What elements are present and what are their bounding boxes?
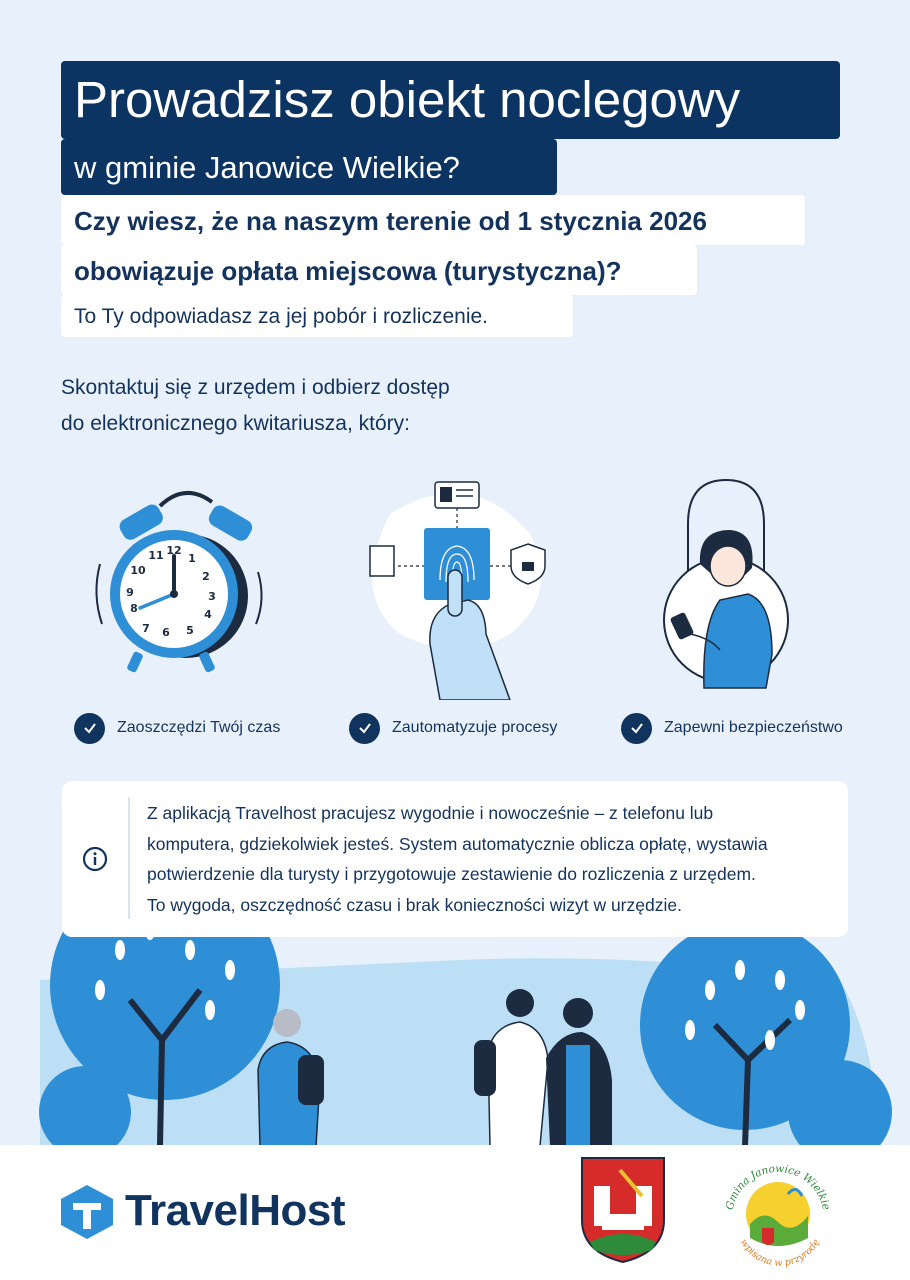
padlock-icon [660, 474, 790, 692]
feature-label: Zaoszczędzi Twój czas [117, 719, 281, 736]
svg-text:8: 8 [130, 602, 138, 615]
lead-line-1: Skontaktuj się z urzędem i odbierz dostęp [61, 376, 450, 399]
headline-line-3: Czy wiesz, że na naszym terenie od 1 stycznia 2026 [61, 195, 805, 245]
coat-of-arms-icon [580, 1156, 666, 1264]
info-line-4: To wygoda, oszczędność czasu i brak konieczności wizyt w urzędzie. [147, 894, 682, 915]
svg-text:1: 1 [188, 552, 196, 565]
feature-save-time [74, 712, 280, 744]
svg-text:11: 11 [148, 549, 164, 562]
svg-text:4: 4 [204, 608, 212, 621]
gmina-logo-text-bottom: wpisana w przyrodę [737, 1237, 823, 1269]
lead-line-2: do elektronicznego kwitariusza, który: [61, 412, 410, 435]
info-icon [82, 846, 108, 872]
brand-name: TravelHost [125, 1186, 345, 1235]
svg-text:7: 7 [142, 622, 150, 635]
check-icon [74, 713, 105, 744]
info-line-2: komputera, gdziekolwiek jesteś. System automatycznie oblicza opłatę, wystawia [147, 833, 768, 854]
info-text [147, 798, 842, 920]
feature-label: Zapewni bezpieczeństwo [664, 719, 843, 736]
info-line-3: potwierdzenie dla turysty i przygotowuje zestawienie do rozliczenia z urzędem. [147, 864, 756, 884]
svg-text:5: 5 [186, 624, 194, 637]
svg-text:6: 6 [162, 626, 170, 639]
headline-line-2: w gminie Janowice Wielkie? [61, 139, 557, 195]
info-line-1: Z aplikacją Travelhost pracujesz wygodnie i nowocześnie – z telefonu lub [147, 803, 714, 823]
svg-text:12: 12 [166, 544, 182, 557]
headline-line-4: obowiązuje opłata miejscowa (turystyczna)? [61, 245, 697, 295]
gmina-logo-icon [718, 1154, 838, 1270]
alarm-clock-icon [90, 484, 270, 684]
feature-security [621, 712, 843, 744]
headline-line-1: Prowadzisz obiekt noclegowy [61, 61, 840, 139]
lead-text [61, 370, 601, 442]
headline-line-5: To Ty odpowiadasz za jej pobór i rozliczenie. [61, 295, 573, 337]
svg-text:10: 10 [130, 564, 146, 577]
fingerprint-icon [360, 474, 560, 700]
travelhost-logo-icon [61, 1185, 113, 1239]
feature-label: Zautomatyzuje procesy [392, 719, 558, 736]
info-divider [128, 797, 130, 919]
check-icon [349, 713, 380, 744]
gmina-logo-text-top: Gmina Janowice Wielkie [723, 1162, 833, 1212]
svg-text:3: 3 [208, 590, 216, 603]
svg-text:9: 9 [126, 586, 134, 599]
svg-text:2: 2 [202, 570, 210, 583]
feature-automate [349, 712, 557, 744]
check-icon [621, 713, 652, 744]
